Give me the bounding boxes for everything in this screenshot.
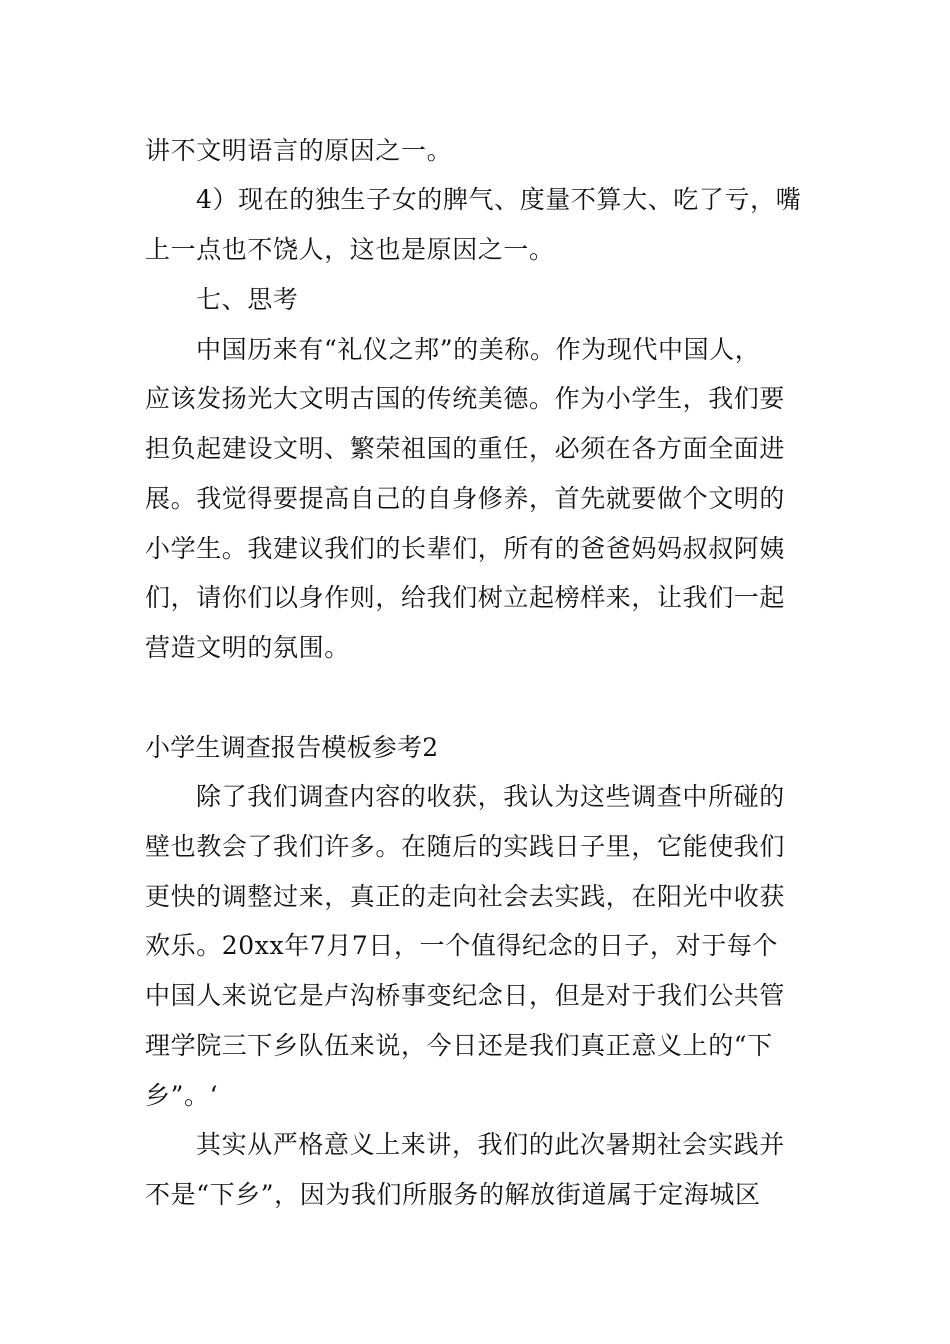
text-line: 除了我们调查内容的收获，我认为这些调查中所碰的 xyxy=(196,782,785,811)
text-line: 中国历来有“礼仪之邦”的美称。作为现代中国人， xyxy=(196,335,761,364)
text-line: 欢乐。20xx年7月7日，一个值得纪念的日子，对于每个 xyxy=(145,931,779,960)
text-line: 壁也教会了我们许多。在随后的实践日子里，它能使我们 xyxy=(145,832,786,861)
text-line: 担负起建设文明、繁荣祖国的重任，必须在各方面全面进 xyxy=(145,434,786,463)
text-line: 讲不文明语言的原因之一。 xyxy=(145,136,453,165)
text-line: 营造文明的氛围。 xyxy=(145,633,350,662)
text-line: 4）现在的独生子女的脾气、度量不算大、吃了亏，嘴 xyxy=(196,185,802,214)
text-line: 应该发扬光大文明古国的传统美德。作为小学生，我们要 xyxy=(145,384,786,413)
section-title: 小学生调查报告模板参考2 xyxy=(145,733,439,762)
text-line: 上一点也不饶人，这也是原因之一。 xyxy=(145,235,555,264)
subheading: 七、思考 xyxy=(196,285,299,314)
text-line: 乡”。‘ xyxy=(145,1081,219,1110)
text-line: 小学生。我建议我们的长辈们，所有的爸爸妈妈叔叔阿姨 xyxy=(145,534,786,563)
text-line: 不是“下乡”，因为我们所服务的解放街道属于定海城区 xyxy=(145,1180,761,1209)
text-line: 展。我觉得要提高自己的自身修养，首先就要做个文明的 xyxy=(145,484,786,513)
text-line: 其实从严格意义上来讲，我们的此次暑期社会实践并 xyxy=(196,1130,785,1159)
text-line: 们，请你们以身作则，给我们树立起榜样来，让我们一起 xyxy=(145,583,786,612)
text-line: 中国人来说它是卢沟桥事变纪念日，但是对于我们公共管 xyxy=(145,981,786,1010)
text-line: 更快的调整过来，真正的走向社会去实践，在阳光中收获 xyxy=(145,882,786,911)
text-line: 理学院三下乡队伍来说，今日还是我们真正意义上的“下 xyxy=(145,1031,773,1060)
